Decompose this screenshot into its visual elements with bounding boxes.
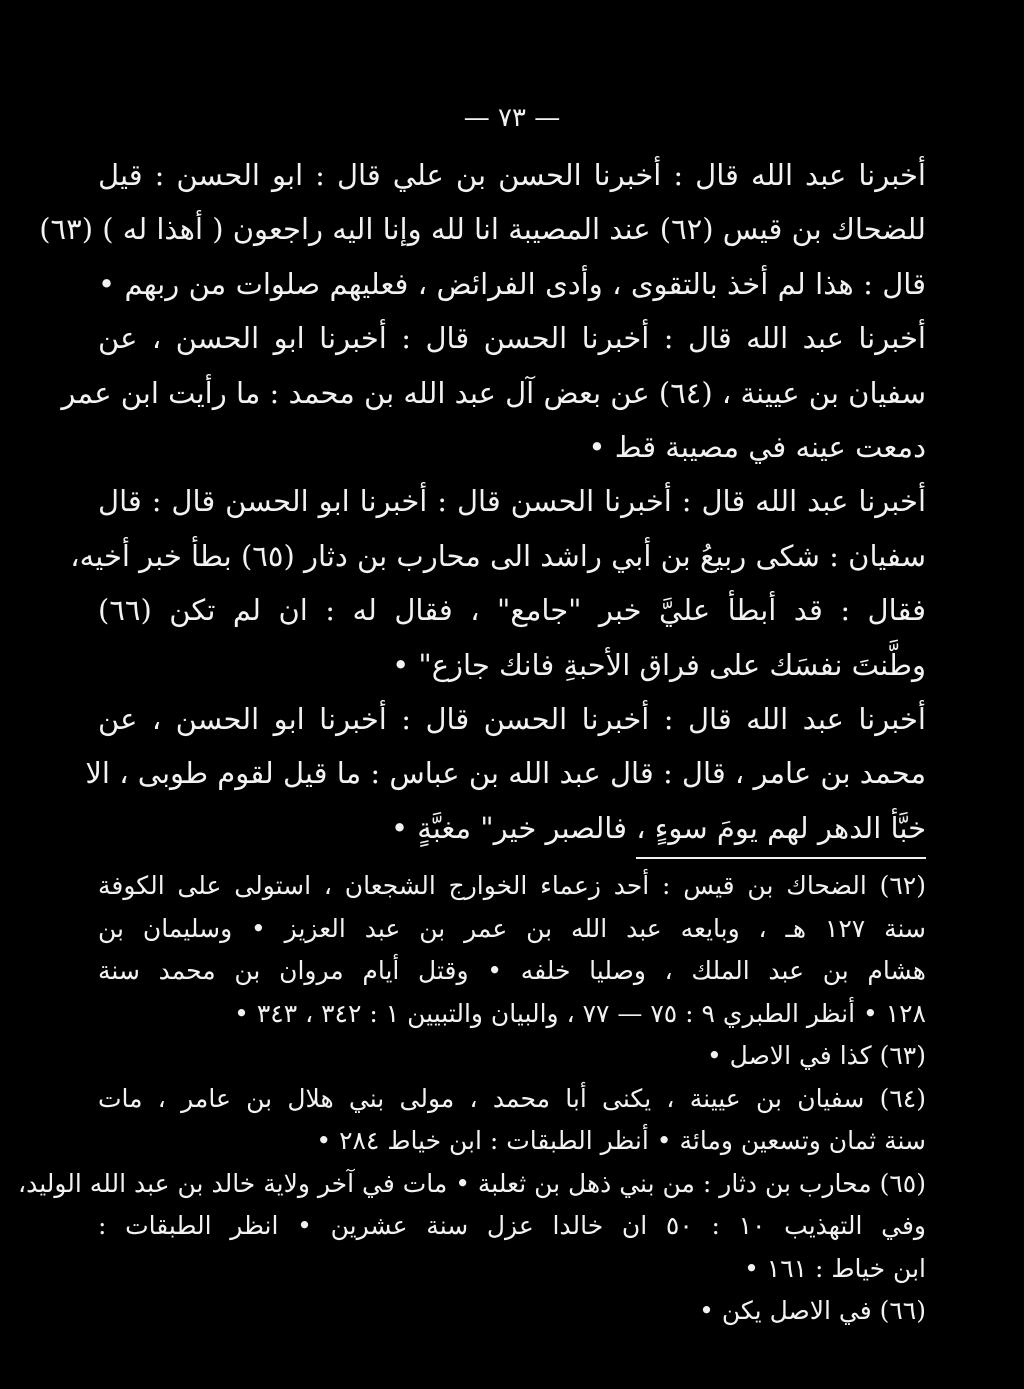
page-number: — ٧٣ — bbox=[463, 103, 561, 133]
body-line: أخبرنا عبد الله قال : أخبرنا الحسن قال : أخبرنا ابو الحسن ، عن bbox=[98, 321, 926, 356]
footnote-line: (٦٥) محارب بن دثار : من بني ذهل بن ثعلبة • مات في آخر ولاية خالد بن عبد الله الوليد، bbox=[18, 1168, 926, 1198]
footnote-line: (٦٦) في الاصل يكن • bbox=[699, 1296, 926, 1326]
footnote-line: ١٢٨ • أنظر الطبري ٩ : ٧٥ — ٧٧ ، والبيان والتبيين ١ : ٣٤٢ ، ٣٤٣ • bbox=[234, 998, 926, 1028]
footnote-line: وفي التهذيب ١٠ : ٥٠ ان خالدا عزل سنة عشرين • انظر الطبقات : bbox=[98, 1211, 926, 1241]
body-line: أخبرنا عبد الله قال : أخبرنا الحسن قال : أخبرنا ابو الحسن ، عن bbox=[98, 701, 926, 736]
body-line: خبَّأ الدهر لهم يومَ سوءٍ ، فالصبر خير" مغبَّةٍ • bbox=[390, 810, 926, 845]
main-text bbox=[39, 148, 926, 855]
footnote-line: (٦٢) الضحاك بن قيس : أحد زعماء الخوارج الشجعان ، استولى على الكوفة bbox=[98, 871, 926, 901]
footnote-line: ابن خياط : ١٦١ • bbox=[744, 1253, 926, 1283]
body-line: فقال : قد أبطأ عليَّ خبر "جامع" ، فقال له : ان لم تكن (٦٦) bbox=[98, 593, 926, 628]
body-line: سفيان بن عيينة ، (٦٤) عن بعض آل عبد الله بن محمد : ما رأيت ابن عمر bbox=[61, 375, 926, 410]
body-line: أخبرنا عبد الله قال : أخبرنا الحسن قال : أخبرنا ابو الحسن قال : قال bbox=[98, 484, 926, 519]
body-line: أخبرنا عبد الله قال : أخبرنا الحسن بن علي قال : ابو الحسن : قيل bbox=[98, 158, 926, 192]
body-line: قال : هذا لم أخذ بالتقوى ، وأدى الفرائض ، فعليهم صلوات من ربهم • bbox=[98, 266, 926, 301]
body-line: وطَّنتَ نفسَك على فراق الأحبةِ فانك جازع" • bbox=[392, 647, 926, 682]
body-line: للضحاك بن قيس (٦٢) عند المصيبة انا لله وإنا اليه راجعون ( أهذا له ) (٦٣) bbox=[39, 212, 926, 247]
footnote-separator bbox=[636, 857, 926, 859]
footnote-line: (٦٤) سفيان بن عيينة ، يكنى أبا محمد ، مولى بني هلال بن عامر ، مات bbox=[98, 1083, 926, 1113]
footnote-line: سنة ١٢٧ هـ ، وبايعه عبد الله بن عمر بن عبد العزيز • وسليمان بن bbox=[98, 913, 927, 943]
footnote-line: (٦٣) كذا في الاصل • bbox=[706, 1041, 926, 1071]
body-line: دمعت عينه في مصيبة قط • bbox=[588, 429, 926, 464]
footnotes bbox=[18, 865, 927, 1333]
body-line: سفيان : شكى ربيعُ بن أبي راشد الى محارب بن دثار (٦٥) بطأ خبر أخيه، bbox=[70, 538, 926, 573]
body-line: محمد بن عامر ، قال : قال عبد الله بن عباس : ما قيل لقوم طوبى ، الا bbox=[85, 756, 926, 791]
footnote-line: هشام بن عبد الملك ، وصليا خلفه • وقتل أيام مروان بن محمد سنة bbox=[98, 956, 926, 986]
footnote-line: سنة ثمان وتسعين ومائة • أنظر الطبقات : ابن خياط ٢٨٤ • bbox=[316, 1126, 926, 1156]
